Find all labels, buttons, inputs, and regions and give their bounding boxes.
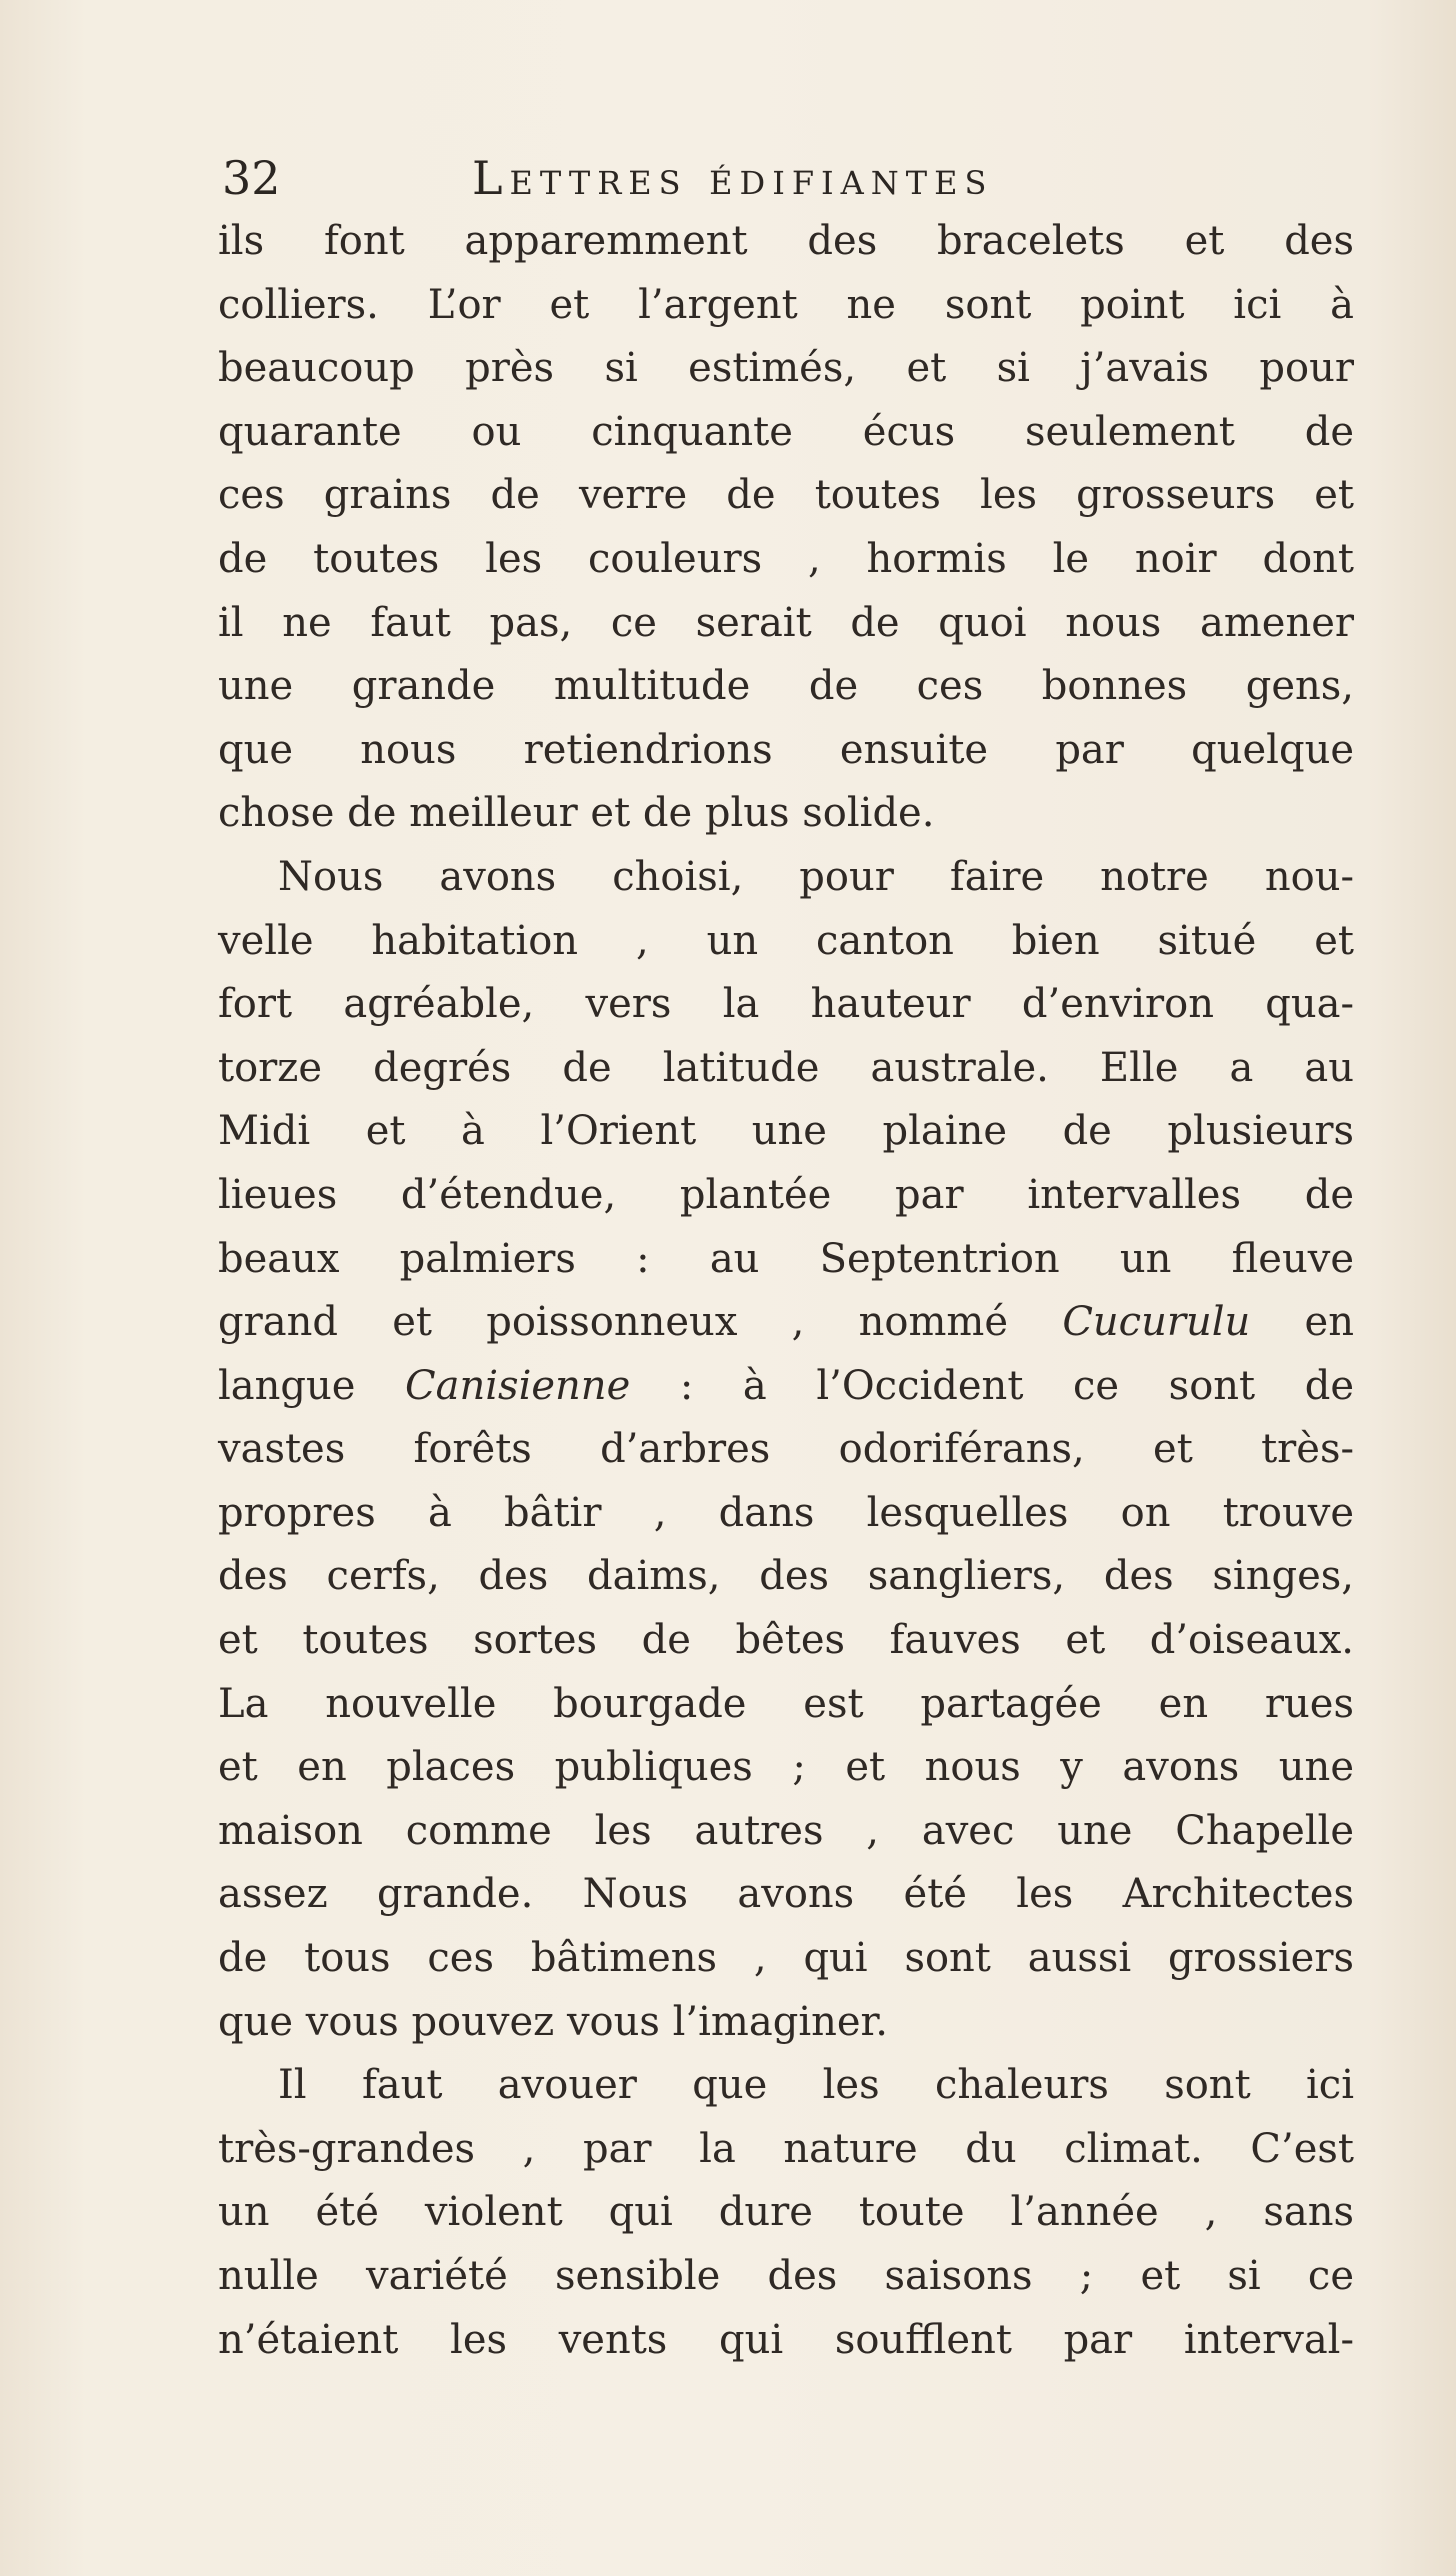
paragraph-end-line: chose de meilleur et de plus solide. [218,790,935,837]
page-number: 32 [222,151,281,205]
text-line: maison comme les autres , avec une Chapelle [218,1807,1354,1854]
paragraph-start-line: Il faut avouer que les chaleurs sont ici [278,2062,1354,2109]
text-line: colliers. L’or et l’argent ne sont point ici à [218,281,1354,328]
text-line: beaucoup près si estimés, et si j’avais pour [218,345,1354,392]
language-name: Canisienne [405,1362,631,1409]
text-line: Midi et à l’Orient une plaine de plusieurs [218,1108,1354,1155]
text-line: il ne faut pas, ce serait de quoi nous amener [218,599,1354,646]
text-line: de tous ces bâtimens , qui sont aussi grossiers [218,1935,1354,1982]
text-line: de toutes les couleurs , hormis le noir dont [218,535,1354,582]
text-line: quarante ou cinquante écus seulement de [218,408,1354,455]
text-line: assez grande. Nous avons été les Architectes [218,1871,1354,1918]
text-line: et toutes sortes de bêtes fauves et d’oiseaux. [218,1617,1354,1664]
text-line: des cerfs, des daims, des sangliers, des singes, [218,1553,1354,1600]
text-run: langue [218,1362,406,1409]
text-line: n’étaient les vents qui soufflent par interval- [218,2316,1354,2363]
text-line-with-language-name [218,1355,1354,1419]
text-line: La nouvelle bourgade est partagée en rues [218,1680,1354,1727]
text-line: ils font apparemment des bracelets et des [218,218,1354,264]
text-line: une grande multitude de ces bonnes gens, [218,663,1354,710]
text-line: velle habitation , un canton bien situé et [218,917,1354,964]
text-line: très-grandes , par la nature du climat. C’est [218,2125,1354,2172]
text-line: beaux palmiers : au Septentrion un fleuve [218,1235,1354,1282]
running-title: Lettres édifiantes [472,151,994,205]
running-head [222,148,1342,208]
text-run: grand et poissonneux , nommé [218,1299,1063,1346]
text-line: torze degrés de latitude australe. Elle a au [218,1044,1354,1091]
body-text [218,210,1354,2372]
river-name: Cucurulu [1062,1299,1251,1346]
paragraph-end-line: que vous pouvez vous l’imaginer. [218,1998,888,2045]
text-line: un été violent qui dure toute l’année , sans [218,2189,1354,2236]
paragraph-start-line: Nous avons choisi, pour faire notre nou- [278,853,1354,900]
text-line-with-river-name [218,1291,1354,1355]
text-line: ces grains de verre de toutes les grosseurs et [218,472,1354,519]
text-line: propres à bâtir , dans lesquelles on trouve [218,1489,1354,1536]
text-line: et en places publiques ; et nous y avons une [218,1744,1354,1791]
text-line: fort agréable, vers la hauteur d’environ qua- [218,981,1354,1028]
text-run: : à l’Occident ce sont de [630,1362,1355,1409]
text-line: lieues d’étendue, plantée par intervalles de [218,1171,1354,1218]
text-line: que nous retiendrions ensuite par quelque [218,726,1354,773]
text-line: nulle variété sensible des saisons ; et si ce [218,2253,1354,2299]
text-line: vastes forêts d’arbres odoriférans, et très- [218,1426,1354,1473]
text-run: en [1250,1299,1354,1346]
